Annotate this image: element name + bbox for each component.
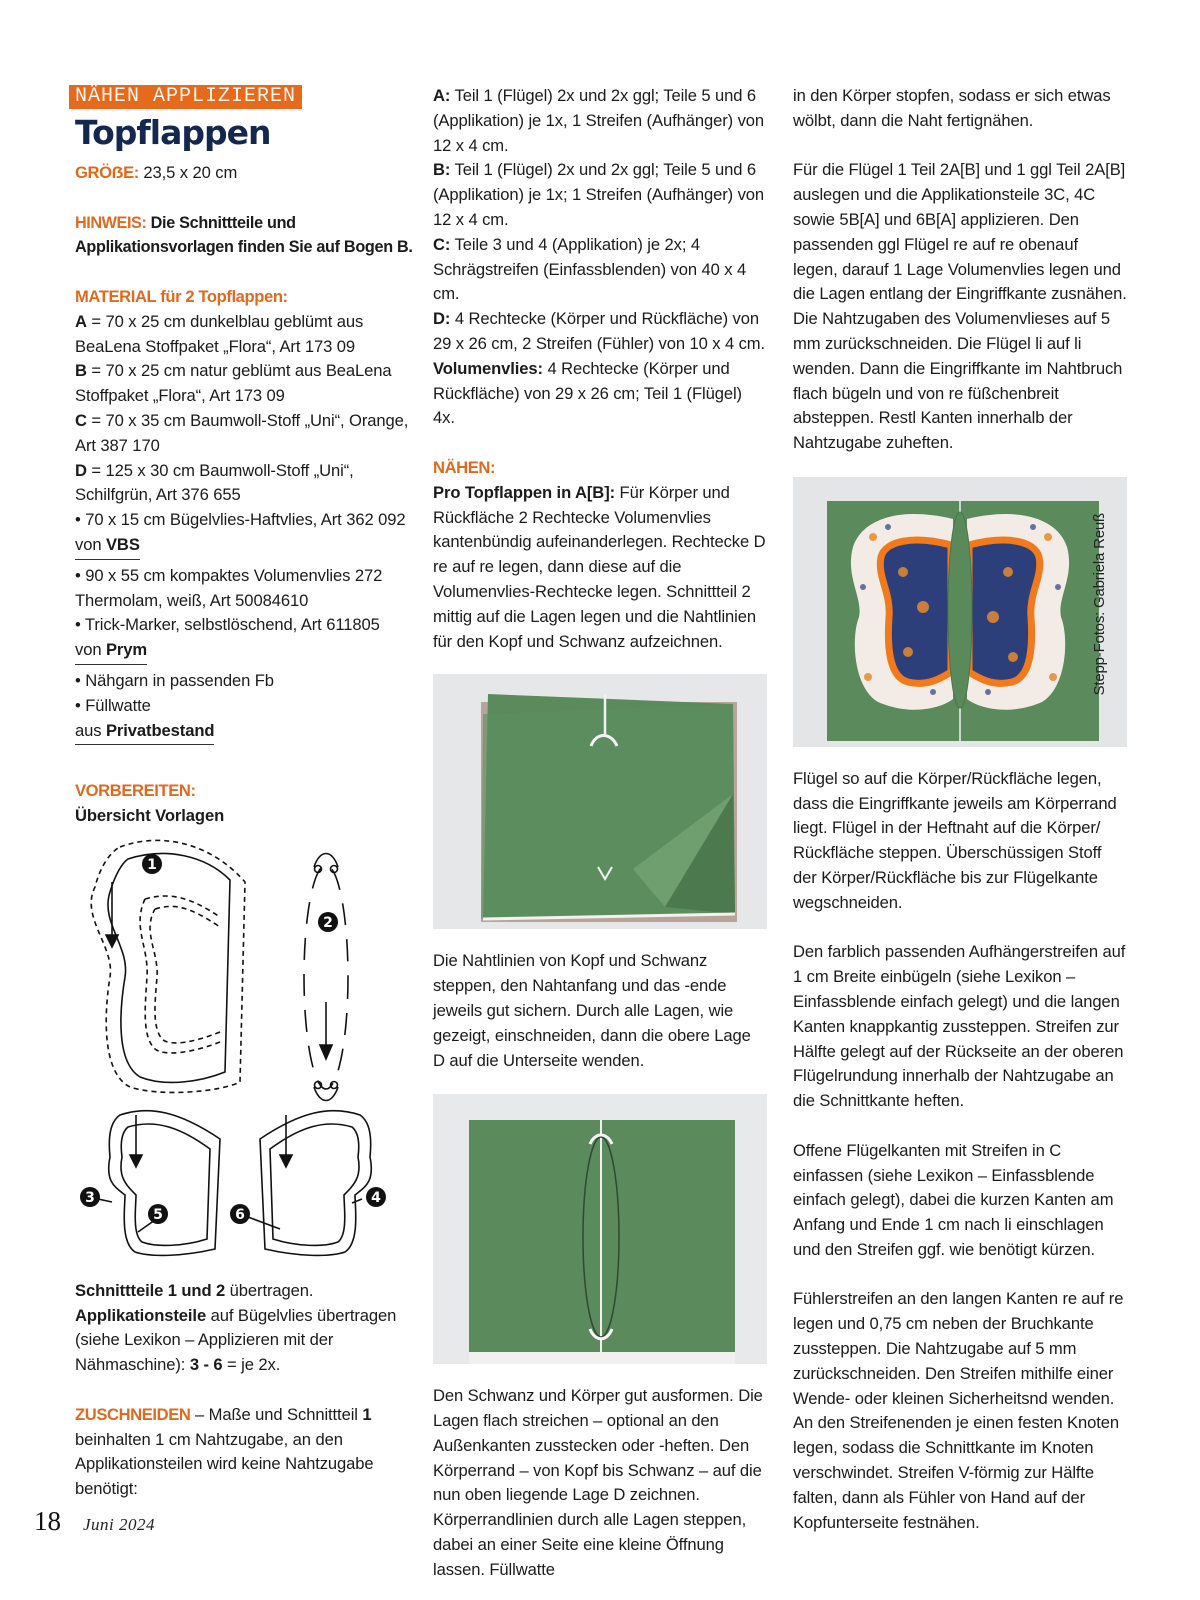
size-value: 23,5 x 20 cm: [138, 163, 238, 182]
entry-label: Volumenvlies:: [433, 358, 543, 378]
fabric-a: [75, 310, 415, 360]
step-photo-2: [433, 1094, 767, 1364]
column-middle: [433, 84, 767, 1582]
material-item: • 90 x 55 cm kompaktes Volumenvlies 272 Thermolam, weiß, Art 50084610: [75, 565, 383, 610]
cut-entry-b: [433, 158, 767, 232]
prepare-subheading: Übersicht Vorlagen: [75, 806, 225, 826]
text: Für Körper und Rückfläche 2 Rechtecke Volumenvlies kantenbündig aufeinanderlegen. Rechtecke D re auf re legen, dann diese auf die Volumenvlies-Rechtecke legen. Schnittteil 2 mittig auf die Lagen legen und die Nahtlinien für den Kopf und Schwanz aufzeichnen.: [433, 482, 766, 651]
material-heading: MATERIAL für 2 Topflappen:: [75, 286, 288, 306]
fabric-letter: C: [75, 410, 87, 430]
prepare-section: [75, 779, 415, 1502]
fabric-text: = 70 x 25 cm natur geblümt aus BeaLena Stoffpaket „Flora“, Art 173 09: [75, 361, 392, 406]
sew-paragraph-3: Den Schwanz und Körper gut ausformen. Die Lagen flach streichen – optional an den Außenkanten zusstecken oder -heften. Den Körperrand – von Kopf bis Schwanz – auf die nun oben liegende Lage D zeichnen. Körperrandlinien durch alle Lagen steppen, dabei an einer Seite eine kleine Öffnung lassen. Füllwatte: [433, 1386, 763, 1579]
material-item: • 70 x 15 cm Bügelvlies-Haftvlies, Art 362 092: [75, 510, 406, 530]
hint-text: Die Schnittteile und Applikationsvorlagen finden Sie auf Bogen B.: [75, 213, 413, 257]
sew-paragraph-4: in den Körper stopfen, sodass er sich etwas wölbt, dann die Naht fertignähen.: [793, 86, 1111, 130]
label-3: 3: [85, 1189, 95, 1206]
wing-left-inner: [121, 1124, 210, 1245]
text: übertragen.: [225, 1280, 314, 1300]
entry-text: Teil 1 (Flügel) 2x und 2x ggl; Teile 5 und 6 (Applikation) je 1x, 1 Streifen (Aufhänger) von 12 x 4 cm.: [433, 86, 765, 155]
fabric-letter: D: [75, 460, 87, 480]
wing-right-inner: [270, 1124, 359, 1245]
sew-paragraph-2: Die Nahtlinien von Kopf und Schwanz steppen, den Nahtanfang und das -ende jeweils gut sichern. Durch alle Lagen, wie gezeigt, einschneiden, dann die obere Lage D auf die Unterseite wenden.: [433, 951, 751, 1070]
page-number: 18: [34, 1506, 61, 1536]
prepare-paragraph-2: [75, 1304, 415, 1378]
section-kicker: NÄHEN APPLIZIEREN: [69, 85, 302, 109]
entry-label: C:: [433, 234, 451, 254]
entry-text: Teil 1 (Flügel) 2x und 2x ggl; Teile 5 und 6 (Applikation) je 1x; 1 Streifen (Aufhänger) von 12 x 4 cm.: [433, 160, 765, 229]
supplier-prefix: von: [75, 640, 106, 660]
fabric-text: = 70 x 25 cm dunkelblau geblümt aus BeaLena Stoffpaket „Flora“, Art 173 09: [75, 311, 364, 356]
supplier-private: [75, 719, 214, 746]
cut-list: [433, 84, 767, 431]
prepare-paragraph-1: [75, 1279, 415, 1304]
label-5: 5: [153, 1206, 163, 1223]
material-item: • Füllwatte: [75, 695, 151, 715]
bold-text: Schnittteile 1 und 2: [75, 1280, 226, 1300]
size-line: [75, 161, 415, 186]
supplier-prym: [75, 638, 147, 665]
supplier-vbs: [75, 533, 140, 560]
entry-text: 4 Rechtecke (Körper und Rückfläche) von 29 x 26 cm, 2 Streifen (Fühler) von 10 x 4 cm.: [433, 309, 766, 353]
bold-text: 1: [362, 1404, 372, 1424]
text: – Maße und Schnittteil: [190, 1404, 363, 1424]
step-photo-3: [793, 477, 1127, 747]
text: = je 2x.: [222, 1355, 281, 1375]
bold-text: Applikationsteile: [75, 1305, 207, 1325]
text: beinhalten 1 cm Nahtzugabe, an den Applikationsteilen wird keine Nahtzugabe benötigt:: [75, 1429, 374, 1499]
fabric-text: = 70 x 35 cm Baumwoll-Stoff „Uni“, Orange, Art 387 170: [75, 410, 409, 455]
photo-credit: Stepp-Fotos: Gabriela Reuß: [1091, 512, 1109, 696]
sew-paragraph-5: Für die Flügel 1 Teil 2A[B] und 1 ggl Teil 2A[B] auslegen und die Applikationsteile 3C, 4C sowie 5B[A] und 6B[A] applizieren. Den passenden ggl Flügel re auf re obenauf legen, darauf 1 Lage Volumenvlies legen und die Lagen entlang der Eingriffkante zusnähen. Die Nahtzugaben des Volumenvlieses auf 5 mm zurückschneiden. Die Flügel li auf li wenden. Dann die Eingriffkante im Nahtbruch flach bügeln und von re füßchenbreit absteppen. Restl Kanten innerhalb der Nahtzugabe zuheften.: [793, 160, 1127, 453]
page-footer: [34, 1506, 155, 1537]
cut-entry-a: [433, 84, 767, 158]
supplier-name: Privatbestand: [105, 720, 215, 740]
fabric-d: [75, 459, 415, 509]
hint-label: HINWEIS:: [75, 213, 147, 232]
fabric-letter: A: [75, 311, 87, 331]
cut-entry-d: [433, 307, 767, 357]
fabric-text: = 125 x 30 cm Baumwoll-Stoff „Uni“, Schilfgrün, Art 376 655: [75, 460, 354, 505]
sew-paragraph-1: [433, 481, 767, 655]
column-left: [75, 84, 415, 1502]
entry-text: Teile 3 und 4 (Applikation) je 2x; 4 Schrägstreifen (Einfassblenden) von 40 x 4 cm.: [433, 234, 747, 304]
page-title: Topflappen: [75, 113, 271, 152]
sew-paragraph-7: Den farblich passenden Aufhängerstreifen auf 1 cm Breite einbügeln (siehe Lexikon – Einfassblende einfach gelegt) und die langen Kanten knappkantig zussteppen. Streifen zur Hälfte gelegt auf der Rückseite an der oberen Flügelrundung innerhalb der Nahtzugabe an die Schnittkante heften.: [793, 942, 1126, 1111]
fabric-b: [75, 359, 415, 409]
entry-text: 4 Rechtecke (Körper und Rückfläche) von 29 x 26 cm; Teil 1 (Flügel) 4x.: [433, 358, 742, 428]
entry-label: D:: [433, 309, 451, 329]
hint: [75, 211, 415, 261]
sew-paragraph-8: Offene Flügelkanten mit Streifen in C einfassen (siehe Lexikon – Einfassblende einfach gelegt), dabei die kurzen Kanten am Anfang und Ende 1 cm nach li einschlagen und den Streifen ggf. wie benötigt kürzen.: [793, 1140, 1114, 1259]
cut-heading: ZUSCHNEIDEN: [75, 1404, 191, 1424]
material-item: • Nähgarn in passenden Fb: [75, 670, 274, 690]
bold-text: Pro Topflappen in A[B]:: [433, 482, 616, 502]
material-section: [75, 285, 415, 749]
fabric-letter: B: [75, 361, 87, 381]
label-4: 4: [371, 1189, 381, 1206]
supplier-prefix: aus: [75, 720, 106, 740]
supplier-prefix: von: [75, 534, 106, 554]
size-label: GRÖẞE:: [75, 163, 139, 182]
range-text: 3 - 6: [189, 1355, 223, 1375]
supplier-name: VBS: [105, 534, 140, 554]
sew-paragraph-9: Fühlerstreifen an den langen Kanten re auf re legen und 0,75 cm neben der Bruchkante zussteppen. Die Nahtzugabe auf 5 mm zurückschneiden. Den Streifen mithilfe einer Wende- oder kleinen Sicherheitsnd wenden. An den Streifenenden je einen festen Knoten legen, sodass die Schnittkante im Knoten verschwindet. Streifen V-förmig zur Hälfte falten, dann als Fühler von Hand auf der Kopfunterseite festnähen.: [793, 1289, 1124, 1532]
cut-entry-volumenvlies: [433, 357, 767, 431]
label-6: 6: [235, 1206, 245, 1223]
cut-entry-c: [433, 233, 767, 307]
entry-label: B:: [433, 160, 451, 180]
supplier-name: Prym: [105, 640, 148, 660]
prepare-heading: VORBEREITEN:: [75, 781, 196, 801]
sew-paragraph-6: Flügel so auf die Körper/Rückfläche legen, dass die Eingriffkante jeweils am Körperrand liegt. Flügel in der Heftnaht auf die Körper/ Rückfläche steppen. Überschüssigen Stoff der Körper/Rückfläche bis zur Flügelkante wegschneiden.: [793, 768, 1117, 912]
cut-intro: [75, 1403, 415, 1502]
label-1: 1: [147, 856, 157, 873]
sew-heading: NÄHEN:: [433, 457, 496, 477]
issue-date: Juni 2024: [83, 1515, 156, 1534]
text: auf Bügelvlies übertragen (siehe Lexikon – Applizieren mit der Nähmaschine):: [75, 1305, 397, 1375]
step-photo-1: [433, 674, 767, 929]
entry-label: A:: [433, 86, 451, 105]
label-2: 2: [323, 914, 333, 931]
pattern-overview-diagram: [70, 837, 410, 1257]
column-right: [793, 84, 1127, 1535]
fabric-c: [75, 409, 415, 459]
material-item: • Trick-Marker, selbstlöschend, Art 611805: [75, 615, 380, 635]
